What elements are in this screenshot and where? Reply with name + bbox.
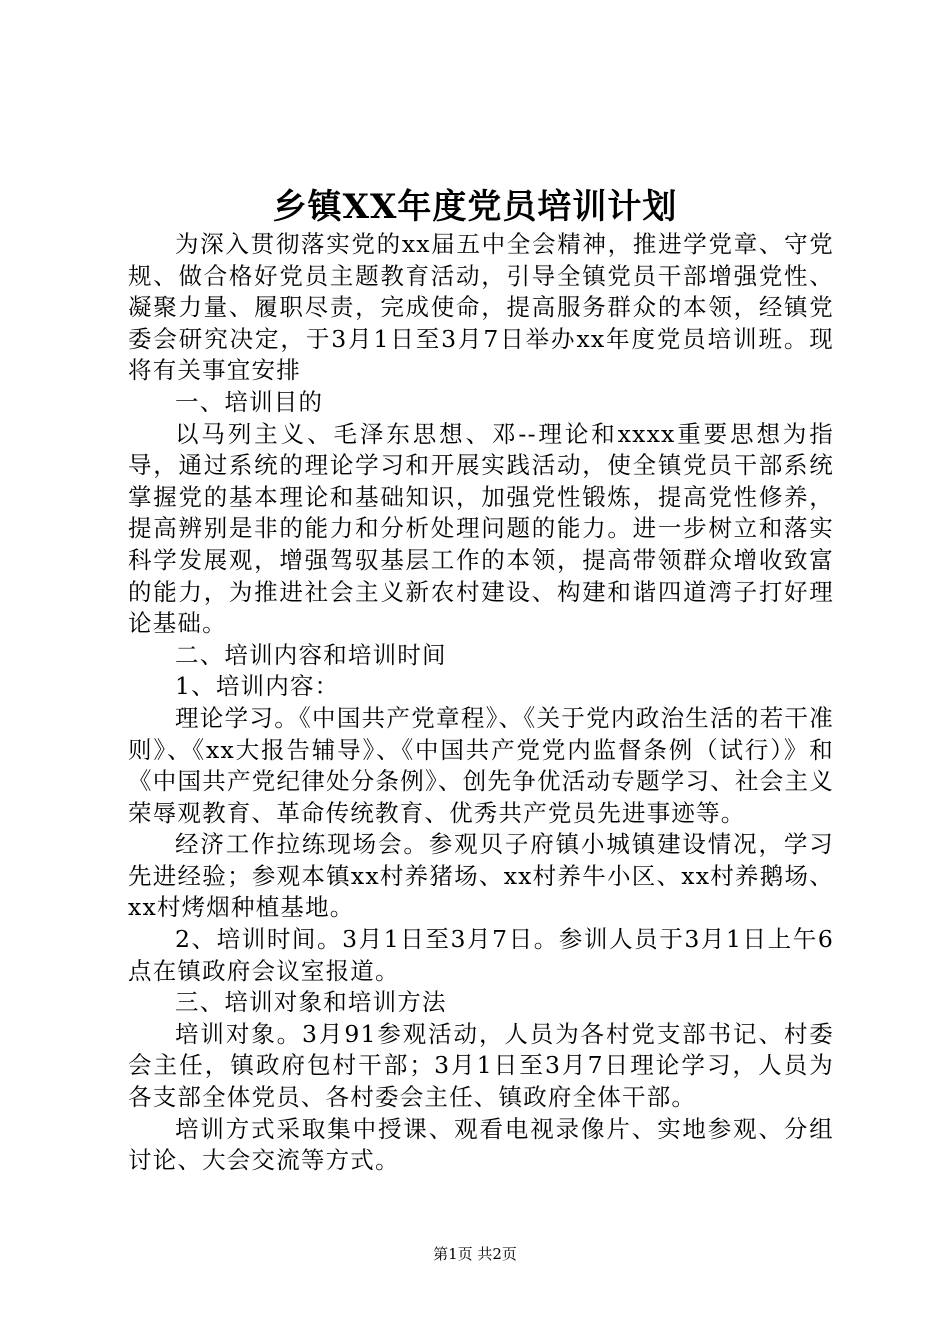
section-heading-purpose: 一、培训目的 <box>175 387 324 416</box>
subheading-content: 1、培训内容： <box>175 672 340 701</box>
section-heading-content-time: 二、培训内容和培训时间 <box>175 640 447 669</box>
paragraph-purpose: 以马列主义、毛泽东思想、邓--理论和xxxx重要思想为指导，通过系统的理论学习和开展实践活动，使全镇党员干部系统掌握党的基本理论和基础知识，加强党性锻炼，提高党性修养，提高辨别是非的能力和分析处理问题的能力。进一步树立和落实科学发展观，增强驾驭基层工作的本领，提高带领群众增收致富的能力，为推进社会主义新农村建设、构建和谐四道湾子打好理论基础。 <box>128 419 834 638</box>
document-body <box>128 229 834 1177</box>
paragraph-training-time: 2、培训时间。3月1日至3月7日。参训人员于3月1日上午6点在镇政府会议室报道。 <box>128 925 834 985</box>
page-footer: 第1页 共2页 <box>433 1245 517 1263</box>
document-title: 乡镇XX年度党员培训计划 <box>272 187 678 227</box>
paragraph-training-target: 培训对象。3月91参观活动，人员为各村党支部书记、村委会主任，镇政府包村干部；3月1日至3月7日理论学习，人员为各支部全体党员、各村委会主任、镇政府全体干部。 <box>128 1019 834 1112</box>
paragraph-intro: 为深入贯彻落实党的xx届五中全会精神，推进学党章、守党规、做合格好党员主题教育活动，引导全镇党员干部增强党性、凝聚力量、履职尽责，完成使命，提高服务群众的本领，经镇党委会研究决定，于3月1日至3月7日举办xx年度党员培训班。现将有关事宜安排 <box>128 230 834 385</box>
section-heading-target-method: 三、培训对象和培训方法 <box>175 988 447 1017</box>
paragraph-economic-field-visit: 经济工作拉练现场会。参观贝子府镇小城镇建设情况，学习先进经验；参观本镇xx村养猪场、xx村养牛小区、xx村养鹅场、xx村烤烟种植基地。 <box>128 830 834 922</box>
paragraph-training-method: 培训方式采取集中授课、观看电视录像片、实地参观、分组讨论、大会交流等方式。 <box>128 1114 834 1175</box>
paragraph-theory-study: 理论学习。《中国共产党章程》、《关于党内政治生活的若干准则》、《xx大报告辅导》、《中国共产党党内监督条例（试行）》和《中国共产党纪律处分条例》、创先争优活动专题学习、社会主义荣辱观教育、革命传统教育、优秀共产党员先进事迹等。 <box>128 703 834 827</box>
